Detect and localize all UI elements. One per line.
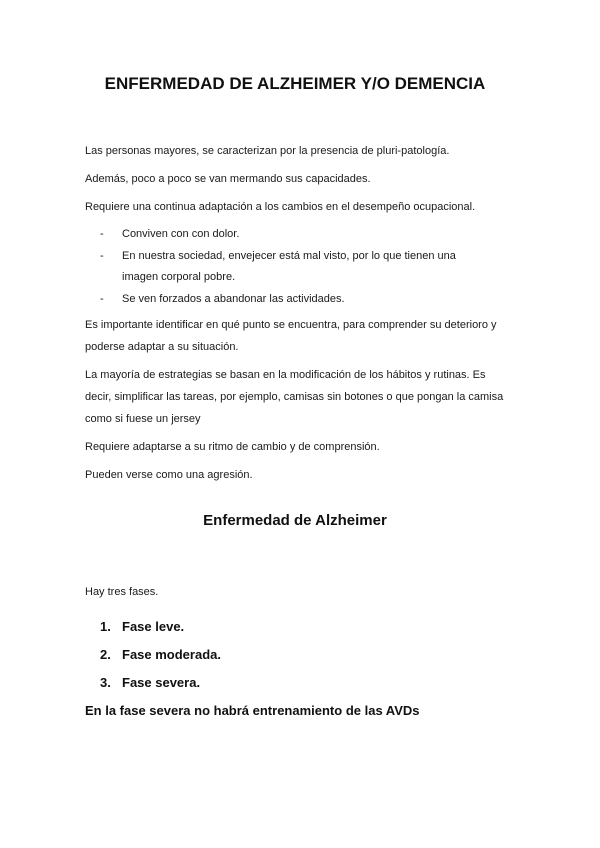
- section-heading: Enfermedad de Alzheimer: [203, 512, 387, 529]
- intro-paragraph-2: Además, poco a poco se van mermando sus capacidades.: [85, 173, 371, 185]
- body-paragraph-1: Es importante identificar en qué punto se encuentra, para comprender su deterioro y poderse adaptar a su situación.: [85, 319, 497, 353]
- intro-paragraph-1: Las personas mayores, se caracterizan por la presencia de pluri-patología.: [85, 145, 450, 157]
- list-item-text: Fase severa.: [122, 675, 201, 690]
- bullet-item-text: Conviven con con dolor.: [122, 228, 240, 240]
- intro-paragraph-3: Requiere una continua adaptación a los cambios en el desempeño ocupacional.: [85, 201, 476, 213]
- bullet-item-text: Se ven forzados a abandonar las actividades.: [122, 293, 345, 305]
- numbered-item: [100, 672, 505, 694]
- bullet-item: [100, 246, 490, 288]
- list-number: 2.: [100, 647, 111, 662]
- list-number: 3.: [100, 675, 111, 690]
- list-item-text: Fase moderada.: [122, 647, 221, 662]
- numbered-list: [100, 616, 505, 694]
- dash-bullet-marker: -: [100, 293, 104, 305]
- closing-statement: En la fase severa no habrá entrenamiento de las AVDs: [85, 703, 420, 718]
- dash-bullet-marker: -: [100, 228, 104, 240]
- dash-bullet-marker: -: [100, 250, 104, 262]
- body-paragraph-3: Requiere adaptarse a su ritmo de cambio y de comprensión.: [85, 441, 380, 453]
- list-number: 1.: [100, 619, 111, 634]
- bullet-item: [100, 224, 490, 245]
- numbered-item: [100, 644, 505, 666]
- body-paragraph-2: La mayoría de estrategias se basan en la modificación de los hábitos y rutinas. Es decir, simplificar las tareas, por ejemplo, camisas sin botones o que pongan la camisa como si fuese un jersey: [85, 369, 504, 425]
- bullet-item: [100, 289, 490, 310]
- body-paragraph-4: Pueden verse como una agresión.: [85, 469, 253, 481]
- document-title: ENFERMEDAD DE ALZHEIMER Y/O DEMENCIA: [104, 74, 486, 93]
- list-item-text: Fase leve.: [122, 619, 185, 634]
- bullet-list: [85, 224, 505, 310]
- numbered-item: [100, 616, 505, 638]
- bullet-item-text: En nuestra sociedad, envejecer está mal visto, por lo que tienen una imagen corporal pobre.: [122, 250, 456, 283]
- phases-lead-text: Hay tres fases.: [85, 586, 159, 598]
